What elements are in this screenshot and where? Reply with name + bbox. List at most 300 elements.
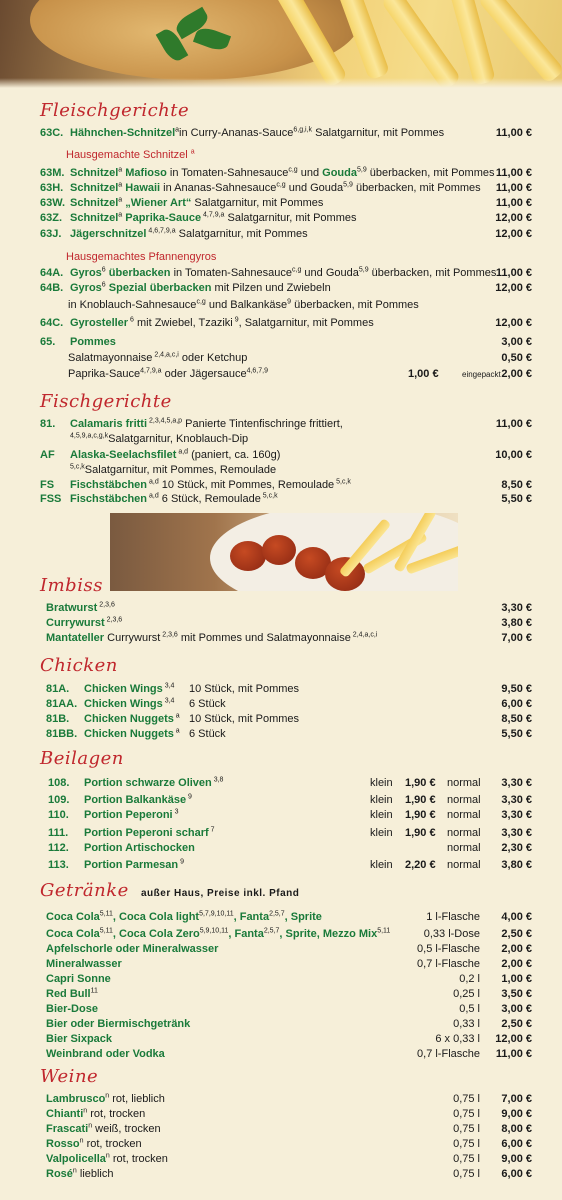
- item-name: Pommes: [70, 336, 116, 348]
- item-price: 3,30 €: [501, 602, 532, 614]
- item-name: Capri Sonne: [46, 973, 111, 985]
- item-line: [70, 181, 481, 196]
- item-size: 1 l-Flasche: [426, 911, 480, 923]
- item-line: [46, 1017, 190, 1032]
- item-name: Fischstäbchen: [70, 479, 148, 491]
- item-number: 63C.: [40, 127, 64, 139]
- menu-row: [40, 432, 532, 447]
- menu-row: [40, 266, 532, 281]
- item-number: 81AA.: [46, 698, 78, 710]
- menu-row: [40, 841, 532, 856]
- footnote-sup: 9: [232, 316, 239, 324]
- item-name: , Fanta: [228, 928, 264, 940]
- item-name: „Wiener Art“: [122, 197, 192, 209]
- item-desc: mit Zwiebel, Tzaziki: [133, 317, 233, 329]
- item-desc: in Ananas-Sahnesauce: [160, 182, 277, 194]
- item-line: [68, 298, 419, 313]
- footnote-sup: 4,6,7,9: [246, 367, 268, 375]
- item-name: Chicken Nuggets: [84, 728, 174, 740]
- item-price: 7,00 €: [501, 1093, 532, 1105]
- item-line: [46, 1047, 165, 1062]
- item-desc: in Tomaten-Sahnesauce: [166, 167, 289, 179]
- item-name: Hawaii: [122, 182, 161, 194]
- item-name: Mantateller: [46, 632, 105, 644]
- item-desc: rot, trocken: [83, 1138, 142, 1150]
- item-desc: Salatgarnitur, Knoblauch-Dip: [108, 433, 249, 445]
- footnote-sup: 2,3,6: [104, 616, 123, 624]
- item-price: 6,00 €: [501, 1168, 532, 1180]
- item-name: Paprika-Sauce: [122, 212, 202, 224]
- menu-row: [40, 417, 532, 432]
- size-klein-label: klein: [370, 827, 393, 839]
- item-line: [46, 631, 377, 646]
- item-price: 1,00 €: [501, 973, 532, 985]
- menu-row: [46, 957, 532, 972]
- item-line: [70, 417, 343, 432]
- price-klein: 1,90 €: [405, 777, 436, 789]
- item-price: 3,00 €: [501, 336, 532, 348]
- item-name: Mineralwasser: [46, 958, 122, 970]
- footnote-sup: 2,3,6: [97, 601, 115, 609]
- item-price: 3,30 €: [501, 794, 532, 806]
- item-price-small: 1,00 €: [408, 368, 439, 380]
- item-name: Currywurst: [46, 617, 105, 629]
- item-desc: Salatgarnitur, mit Pommes: [175, 228, 308, 240]
- item-price: 9,00 €: [501, 1108, 532, 1120]
- size-klein-label: klein: [370, 777, 393, 789]
- footnote-sup: a: [173, 727, 180, 735]
- item-line: [70, 463, 276, 478]
- menu-row: [40, 351, 532, 366]
- item-name: Chianti: [46, 1108, 84, 1120]
- item-size: 0,33 l-Dose: [423, 928, 480, 940]
- section-title-getraenke: Getränke außer Haus, Preise inkl. Pfand: [40, 880, 300, 901]
- item-desc: Salatgarnitur, mit Pommes: [312, 127, 445, 139]
- item-desc: oder Jägersauce: [161, 368, 247, 380]
- menu-row: [40, 316, 532, 331]
- footnote-sup: c,g: [288, 166, 298, 174]
- item-line: [84, 776, 223, 791]
- item-size: 0,5 l-Flasche: [417, 943, 480, 955]
- footnote-sup: n: [72, 1167, 77, 1175]
- item-number: 81.: [40, 418, 56, 430]
- item-name: Frascati: [46, 1123, 89, 1135]
- item-number: 112.: [48, 842, 69, 854]
- item-size: 6 x 0,33 l: [435, 1033, 480, 1045]
- packed-label: eingepackt: [462, 370, 501, 379]
- footnote-sup: 6: [128, 316, 134, 324]
- item-desc: rot, trocken: [87, 1108, 146, 1120]
- item-number: 64C.: [40, 317, 64, 329]
- item-price: 8,50 €: [501, 713, 532, 725]
- item-line: [84, 793, 192, 808]
- item-desc: überbacken, mit Pommes: [366, 167, 495, 179]
- menu-row: [46, 697, 532, 712]
- footnote-sup: 5,c,k: [70, 463, 85, 471]
- item-line: [84, 858, 184, 873]
- item-desc: 6 Stück, Remoulade: [158, 493, 261, 505]
- item-name: Gyros: [70, 267, 102, 279]
- item-number: 65.: [40, 336, 56, 348]
- footnote-sup: 4,7,9,a: [201, 211, 225, 219]
- getraenke-note: außer Haus, Preise inkl. Pfand: [141, 888, 300, 899]
- item-line: [70, 448, 280, 463]
- item-number: FS: [40, 479, 55, 491]
- footnote-sup: a,d: [147, 478, 159, 486]
- item-name: Portion schwarze Oliven: [84, 777, 212, 789]
- item-line: [46, 616, 122, 631]
- item-desc: 10 Stück, mit Pommes: [189, 683, 300, 695]
- item-size: 0,75 l: [453, 1138, 480, 1150]
- item-price: 12,00 €: [495, 317, 532, 329]
- item-price: 3,30 €: [501, 809, 532, 821]
- item-name: Chicken Nuggets: [84, 713, 174, 725]
- item-number: 110.: [48, 809, 69, 821]
- item-number: 108.: [48, 777, 70, 789]
- item-number: 81B.: [46, 713, 70, 725]
- menu-row: [40, 281, 532, 296]
- menu-row: [40, 211, 532, 226]
- menu-row: [46, 1107, 532, 1122]
- item-line: [46, 1122, 161, 1137]
- item-price: 6,00 €: [501, 698, 532, 710]
- item-name: Rosé: [46, 1168, 73, 1180]
- footnote-sup: 9: [186, 793, 192, 801]
- item-desc: und: [297, 167, 323, 179]
- item-size: 0,75 l: [453, 1153, 480, 1165]
- menu-row: [46, 682, 532, 697]
- menu-row: [46, 927, 532, 942]
- menu-row: [46, 1017, 532, 1032]
- menu-row: [40, 776, 532, 791]
- footnote-sup: 6,g,i,k: [293, 126, 313, 134]
- item-desc: rot, lieblich: [109, 1093, 165, 1105]
- footnote-sup: 2,4,a,c,i: [152, 351, 179, 359]
- item-price: 11,00 €: [495, 197, 532, 209]
- item-price: 9,00 €: [501, 1153, 532, 1165]
- item-line: [70, 432, 248, 447]
- menu-row: [40, 808, 532, 823]
- item-name: Lambrusco: [46, 1093, 106, 1105]
- item-size: 0,5 l: [459, 1003, 480, 1015]
- price-klein: 1,90 €: [405, 827, 436, 839]
- footnote-sup: 5,11: [99, 910, 113, 918]
- item-line: [84, 808, 178, 823]
- item-desc: , Salatgarnitur, mit Pommes: [238, 317, 374, 329]
- menu-row: [46, 1092, 532, 1107]
- item-price: 12,00 €: [495, 212, 532, 224]
- item-price: 11,00 €: [495, 267, 532, 279]
- item-price: 2,00 €: [501, 368, 532, 380]
- item-number: 63J.: [40, 228, 62, 240]
- footnote-sup: 9: [178, 858, 184, 866]
- menu-row: [46, 616, 532, 631]
- item-number: 63H.: [40, 182, 64, 194]
- footnote-sup: a: [118, 196, 123, 204]
- menu-row: [40, 166, 532, 181]
- item-number: 81A.: [46, 683, 70, 695]
- item-size: 0,33 l: [453, 1018, 480, 1030]
- footnote-sup: 4,7,9,a: [140, 367, 162, 375]
- currywurst-photo: [110, 513, 458, 591]
- item-price: 3,30 €: [501, 827, 532, 839]
- footnote-sup: 9: [287, 298, 292, 306]
- item-size: 0,75 l: [453, 1108, 480, 1120]
- item-name: Mafioso: [122, 167, 167, 179]
- footnote-sup: n: [83, 1107, 88, 1115]
- item-name: Bratwurst: [46, 602, 98, 614]
- section-title-beilagen: Beilagen: [40, 748, 124, 769]
- item-size: 0,75 l: [453, 1123, 480, 1135]
- fries-image: [380, 0, 461, 88]
- menu-row: [40, 448, 532, 463]
- menu-row: [40, 478, 532, 493]
- item-name: , Coca Cola Zero: [112, 928, 200, 940]
- item-name: überbacken: [105, 267, 171, 279]
- gyros-subheading: Hausgemachtes Pfannengyros: [66, 251, 217, 263]
- footnote-sup: 7: [208, 826, 215, 834]
- item-price: 2,00 €: [501, 958, 532, 970]
- menu-row: [40, 793, 532, 808]
- schnitzel-subheading: Hausgemachte Schnitzel $^a$: [66, 148, 195, 161]
- item-name: Bier oder Biermischgetränk: [46, 1018, 191, 1030]
- item-name: Gouda: [322, 167, 357, 179]
- item-line: [70, 492, 278, 507]
- footnote-sup: a: [118, 166, 123, 174]
- item-price: 6,00 €: [501, 1138, 532, 1150]
- item-line: [46, 1107, 145, 1122]
- item-name: Bier Sixpack: [46, 1033, 113, 1045]
- footnote-sup: 3,4: [162, 697, 175, 705]
- menu-row: [40, 826, 532, 841]
- footnote-sup: 3,8: [211, 776, 224, 784]
- item-price: 10,00 €: [495, 449, 532, 461]
- size-normal-label: normal: [447, 842, 481, 854]
- item-line: [70, 227, 308, 242]
- menu-row: [46, 987, 532, 1002]
- item-desc: in Knoblauch-Sahnesauce: [68, 299, 197, 311]
- item-size: 0,7 l-Flasche: [417, 958, 480, 970]
- item-line: [46, 987, 98, 1002]
- item-line: [70, 211, 357, 226]
- menu-row: [46, 942, 532, 957]
- item-price: 2,50 €: [501, 928, 532, 940]
- item-name: , Sprite, Mezzo Mix: [279, 928, 378, 940]
- footnote-sup: 2,5,7: [263, 927, 280, 935]
- footnote-sup: a: [118, 181, 123, 189]
- item-name: Red Bull: [46, 988, 91, 1000]
- item-name: Rosso: [46, 1138, 80, 1150]
- item-name: Portion Peperoni: [84, 809, 173, 821]
- item-line: [84, 727, 180, 742]
- footnote-sup: 5,9: [358, 266, 369, 274]
- item-name: Schnitzel: [70, 182, 119, 194]
- menu-row: [40, 335, 532, 350]
- menu-row: [40, 463, 532, 478]
- item-line: [84, 682, 174, 697]
- item-price: 5,50 €: [501, 728, 532, 740]
- item-line: [46, 1167, 114, 1182]
- item-desc: mit Pommes und Salatmayonnaise: [177, 632, 351, 644]
- footnote-sup: 4,6,7,9,a: [146, 227, 176, 235]
- item-line: [46, 1032, 112, 1047]
- item-name: , Sprite: [284, 911, 322, 923]
- size-klein-label: klein: [370, 809, 393, 821]
- item-line: [70, 478, 351, 493]
- size-normal-label: normal: [447, 859, 481, 871]
- item-name: Bier-Dose: [46, 1003, 98, 1015]
- footnote-sup: 3,4: [162, 682, 175, 690]
- footnote-sup: 2,5,7: [269, 910, 285, 918]
- size-normal-label: normal: [447, 809, 481, 821]
- item-desc: rot, trocken: [109, 1153, 168, 1165]
- item-size: 0,2 l: [459, 973, 480, 985]
- item-line: [46, 1092, 165, 1107]
- item-desc: in Curry-Ananas-Sauce: [179, 127, 294, 139]
- item-line: [84, 712, 180, 727]
- item-line: [46, 910, 322, 925]
- item-name: Portion Parmesan: [84, 859, 179, 871]
- item-name: Schnitzel: [70, 197, 119, 209]
- item-desc: weiß, trocken: [92, 1123, 161, 1135]
- item-number: 63W.: [40, 197, 66, 209]
- item-price: 2,30 €: [501, 842, 532, 854]
- footnote-sup: 4,5,9,a,c,g,k: [70, 432, 109, 440]
- item-price: 12,00 €: [495, 1033, 532, 1045]
- item-name: Portion Peperoni scharf: [84, 827, 209, 839]
- item-name: Weinbrand oder Vodka: [46, 1048, 165, 1060]
- item-desc: überbacken, mit Pommes: [368, 267, 497, 279]
- item-number: 109.: [48, 794, 70, 806]
- item-number: FSS: [40, 493, 62, 505]
- item-line: [70, 196, 323, 211]
- menu-row: [46, 972, 532, 987]
- footnote-sup: c,g: [292, 266, 302, 274]
- item-desc: Panierte Tintenfischringe frittiert,: [182, 418, 343, 430]
- item-name: Schnitzel: [70, 167, 119, 179]
- footnote-sup: 6: [101, 281, 106, 289]
- menu-row: [46, 1137, 532, 1152]
- item-line: [46, 601, 115, 616]
- item-line: [46, 957, 122, 972]
- item-line: [70, 316, 374, 331]
- item-number: 113.: [48, 859, 69, 871]
- item-price: 12,00 €: [495, 228, 532, 240]
- menu-row: [46, 1152, 532, 1167]
- menu-row: [40, 367, 532, 382]
- menu-row: [40, 181, 532, 196]
- item-line: [70, 335, 116, 350]
- item-desc: 6 Stück: [189, 698, 226, 710]
- section-title-fleisch: Fleischgerichte: [40, 100, 190, 121]
- footnote-sup: 11: [90, 987, 98, 995]
- item-price: 11,00 €: [495, 167, 532, 179]
- footnote-sup: n: [79, 1137, 84, 1145]
- item-line: [70, 281, 331, 296]
- item-line: [84, 697, 174, 712]
- item-size: 0,75 l: [453, 1168, 480, 1180]
- item-desc: lieblich: [76, 1168, 114, 1180]
- item-name: Chicken Wings: [84, 698, 163, 710]
- size-normal-label: normal: [447, 777, 481, 789]
- menu-row: [46, 910, 532, 925]
- footnote-sup: 5,11: [377, 927, 391, 935]
- item-desc: Salatgarnitur, mit Pommes: [224, 212, 357, 224]
- item-desc: Salatgarnitur, mit Pommes: [191, 197, 324, 209]
- item-name: Valpolicella: [46, 1153, 106, 1165]
- footnote-sup: a: [175, 126, 180, 134]
- menu-row: [40, 126, 532, 141]
- item-desc: mit Pilzen und Zwiebeln: [211, 282, 331, 294]
- item-line: [46, 1137, 142, 1152]
- footnote-sup: c,g: [276, 181, 286, 189]
- menu-row: [40, 227, 532, 242]
- item-desc: Currywurst: [104, 632, 161, 644]
- menu-row: [46, 601, 532, 616]
- item-price: 0,50 €: [501, 352, 532, 364]
- footnote-sup: a,d: [147, 492, 159, 500]
- item-line: [70, 126, 444, 141]
- menu-row: [40, 298, 532, 313]
- item-name: Gyros: [70, 282, 102, 294]
- item-line: [46, 942, 218, 957]
- item-line: [46, 1002, 98, 1017]
- item-desc: und Gouda: [301, 267, 359, 279]
- price-klein: 1,90 €: [405, 794, 436, 806]
- size-normal-label: normal: [447, 827, 481, 839]
- footnote-sup: a,d: [176, 448, 189, 456]
- item-desc: Salatmayonnaise: [68, 352, 153, 364]
- item-name: Spezial überbacken: [105, 282, 212, 294]
- item-price: 11,00 €: [495, 127, 532, 139]
- footnote-sup: 5,c,k: [260, 492, 278, 500]
- item-number: 63Z.: [40, 212, 63, 224]
- item-number: 64A.: [40, 267, 64, 279]
- size-klein-label: klein: [370, 794, 393, 806]
- footnote-sup: 2,3,4,5,a,p: [147, 417, 183, 425]
- menu-row: [46, 1047, 532, 1062]
- item-price: 11,00 €: [495, 182, 532, 194]
- item-desc: 6 Stück: [189, 728, 226, 740]
- item-price: 9,50 €: [501, 683, 532, 695]
- item-number: AF: [40, 449, 55, 461]
- item-line: [68, 367, 268, 382]
- menu-row: [46, 1032, 532, 1047]
- price-klein: 1,90 €: [405, 809, 436, 821]
- price-klein: 2,20 €: [405, 859, 436, 871]
- footnote-sup: 5,7,9,10,11: [199, 910, 234, 918]
- footnote-sup: 5,9,10,11: [199, 927, 229, 935]
- item-desc: 10 Stück, mit Pommes, Remoulade: [158, 479, 335, 491]
- item-line: [70, 266, 496, 281]
- menu-row: [46, 1002, 532, 1017]
- menu-row: [46, 631, 532, 646]
- item-name: Coca Cola: [46, 911, 100, 923]
- item-desc: überbacken, mit Pommes: [291, 299, 419, 311]
- item-desc: und Balkankäse: [205, 299, 288, 311]
- size-klein-label: klein: [370, 859, 393, 871]
- item-price: 8,00 €: [501, 1123, 532, 1135]
- size-normal-label: normal: [447, 794, 481, 806]
- item-name: Jägerschnitzel: [70, 228, 147, 240]
- item-size: 0,75 l: [453, 1093, 480, 1105]
- item-price: 11,00 €: [495, 418, 532, 430]
- item-line: [68, 351, 247, 366]
- item-name: Hähnchen-Schnitzel: [70, 127, 176, 139]
- item-name: , Coca Cola light: [112, 911, 200, 923]
- item-price: 4,00 €: [501, 911, 532, 923]
- footnote-sup: 5,c,k: [334, 478, 351, 486]
